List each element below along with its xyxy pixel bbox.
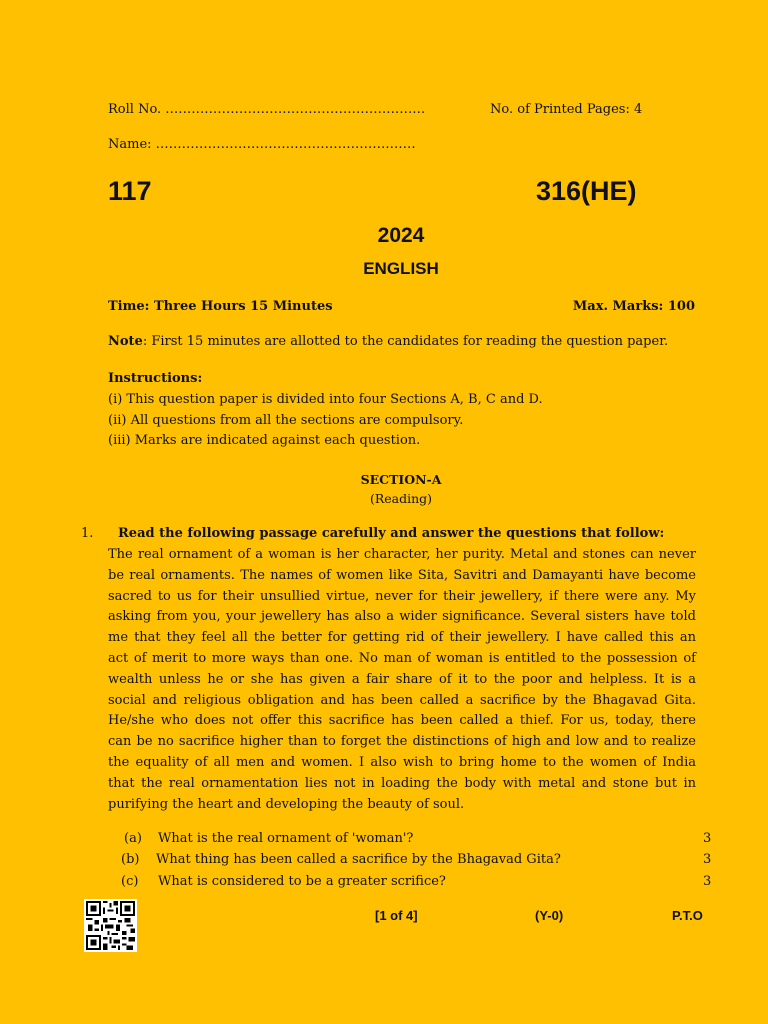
passage-line: the equality of all men and women. I also wish to bring home to the women of India: [108, 754, 696, 770]
subquestion-c: [0, 874, 768, 894]
passage-line: be real ornaments. The names of women like Sita, Savitri and Damayanti have become: [108, 567, 696, 583]
passage-line: He/she who does not offer this sacrifice has been called a thief. For us, today, there: [108, 713, 696, 729]
paper-code-right: 316(HE): [536, 176, 637, 206]
reading-passage: [108, 545, 696, 815]
note-label: Note: [108, 334, 143, 349]
max-marks: Max. Marks: 100: [572, 299, 695, 314]
passage-line: wealth unless he or she has given a fair share of it to the poor and helpless. It is a: [108, 671, 696, 687]
question-instruction: Read the following passage carefully and answer the questions that follow:: [118, 526, 665, 541]
subquestion-marks: 3: [703, 852, 712, 867]
passage-line: that the real ornamentation lies not in loading the body with metal and stone but in: [108, 775, 696, 791]
passage-line: The real ornament of a woman is her character, her purity. Metal and stones can never: [108, 547, 696, 562]
subquestion-text: What is considered to be a greater scrifice?: [158, 874, 446, 889]
name-field: Name: ……………………………………………………: [108, 137, 416, 152]
instructions-title: Instructions:: [108, 371, 203, 386]
qr-code-icon: [83, 899, 138, 952]
roll-number-field: Roll No. ……………………………………………………: [108, 102, 426, 117]
subquestion-a: [0, 831, 768, 851]
subquestion-text: What thing has been called a sacrifice by the Bhagavad Gita?: [156, 852, 561, 867]
subquestion-b: [0, 852, 768, 872]
subquestion-marks: 3: [703, 874, 712, 889]
passage-line: asking from you, your jewellery has also a wider significance. Several sisters have told: [108, 609, 696, 625]
section-subtitle: (Reading): [369, 491, 433, 506]
subquestion-text: What is the real ornament of 'woman'?: [158, 831, 414, 846]
passage-line: can be no sacrifice higher than to forget the distinctions of high and low and to realize: [108, 734, 696, 750]
page-indicator: [1 of 4]: [375, 908, 418, 923]
passage-line: sacred to us for their unsullied virtue, never for their jewellery, if there were any. My: [108, 588, 696, 604]
exam-year: 2024: [377, 224, 425, 247]
question-number: 1.: [81, 526, 94, 541]
instruction-item: (ii) All questions from all the sections are compulsory.: [108, 412, 464, 428]
note: [108, 334, 668, 349]
subquestion-marks: 3: [703, 831, 712, 846]
instructions: [108, 369, 543, 452]
printed-pages-count: No. of Printed Pages: 4: [490, 102, 643, 117]
subquestion-label: (a): [124, 831, 142, 846]
subquestion-label: (c): [121, 874, 139, 889]
instruction-item: (iii) Marks are indicated against each question.: [108, 433, 421, 449]
passage-line: social and religious obligation and has been called a sacrifice by the Bhagavad Gita.: [108, 692, 696, 708]
subject-title: ENGLISH: [363, 259, 439, 278]
please-turn-over: P.T.O: [672, 908, 703, 923]
passage-line: act of merit to more ways than one. No man of woman is entitled to the possession of: [108, 650, 696, 666]
subquestion-label: (b): [121, 852, 140, 867]
paper-series-code: (Y-0): [535, 908, 564, 923]
paper-code-left: 117: [108, 176, 152, 206]
passage-line: me that they feel all the better for getting rid of their jewellery. I have called this an: [108, 630, 696, 646]
exam-duration: Time: Three Hours 15 Minutes: [108, 299, 333, 314]
instruction-item: (i) This question paper is divided into four Sections A, B, C and D.: [108, 391, 543, 407]
passage-line: purifying the heart and developing the beauty of soul.: [108, 796, 465, 812]
note-text: : First 15 minutes are allotted to the candidates for reading the question paper.: [142, 334, 669, 349]
section-title: SECTION-A: [360, 472, 442, 487]
